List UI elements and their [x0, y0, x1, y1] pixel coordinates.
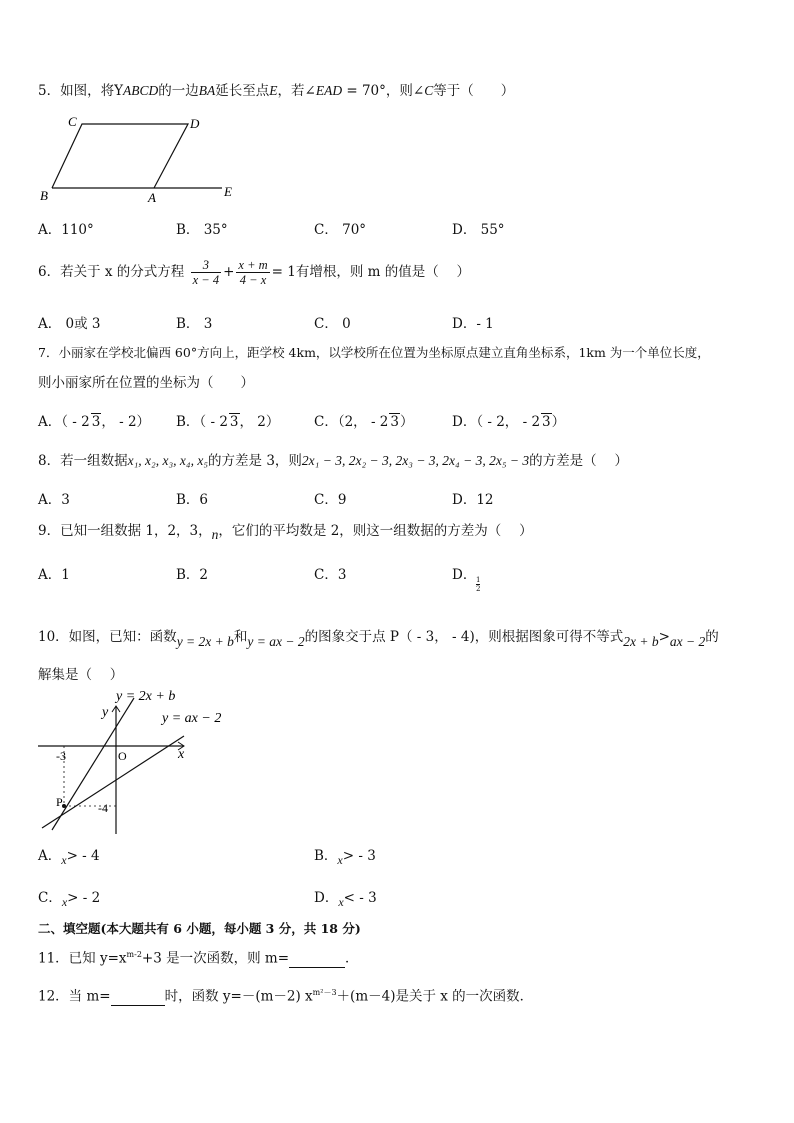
parallelogram-figure: [36, 112, 246, 204]
q9-option-b[interactable]: B．2: [176, 567, 209, 583]
label-y-2x-plus-b: y = 2x + b: [116, 689, 176, 704]
label-d: D: [190, 116, 200, 131]
q6-frac-1: $\frac{3}{x - 4}$: [192, 258, 220, 287]
q7-option-d[interactable]: D．（ - 2， - 2 3）: [452, 414, 566, 430]
q6-stem: 6．若关于 x 的分式方程 $\frac{3}{x - 4}$ + $\frac{x + m}{4 - x}$ = 1有增根，则 m 的值是（ ）: [38, 258, 471, 287]
q8-option-c[interactable]: C．9: [314, 492, 347, 508]
linear-functions-graph: [36, 684, 246, 840]
q12-stem: 12．当 m= 时，函数 y=－(m－2) $x^{m^2-3}+(m-4)$是关于 x 的一次函数．: [38, 988, 534, 1005]
q10-option-a[interactable]: A．x> - 4: [38, 848, 100, 867]
q9-option-c[interactable]: C．3: [314, 567, 347, 583]
q6-option-c[interactable]: C． 0: [314, 316, 351, 332]
label-origin: O: [118, 749, 127, 763]
q9-option-d-fraction: 1 2: [476, 576, 481, 593]
q11-stem: 11．已知 $y=x^{m-2}+3$ 是一次函数，则 m= ．: [38, 950, 359, 967]
q9-stem: 9．已知一组数据 1，2，3，n，它们的平均数是 2，则这一组数据的方差为（ ）: [38, 523, 533, 542]
q10-option-d[interactable]: D．x< - 3: [314, 890, 377, 909]
q6-option-b[interactable]: B． 3: [176, 316, 213, 332]
q8-option-a[interactable]: A．3: [38, 492, 70, 508]
label-a: A: [148, 190, 156, 204]
q7-stem-line2: 则小丽家所在位置的坐标为（ ）: [38, 375, 254, 391]
q7-stem-line1: 7．小丽家在学校北偏西 60°方向上，距学校 4km，以学校所在位置为坐标原点建立直角坐标系，1km 为一个单位长度，: [38, 345, 710, 360]
label-y-axis: y: [102, 705, 109, 720]
label-e: E: [224, 184, 232, 199]
q11-answer-blank[interactable]: [289, 953, 345, 968]
q6-frac-2: $\frac{x + m}{4 - x}$: [238, 258, 268, 287]
label-minus-4: -4: [98, 801, 108, 815]
q10-stem-line1: 10．如图，已知：函数y = 2x + b和y = ax − 2的图象交于点 P（ - 3， - 4)，则根据图象可得不等式2x + b>ax − 2的: [38, 629, 719, 649]
q5-option-a[interactable]: A．110°: [38, 222, 94, 238]
label-c: C: [68, 114, 77, 129]
label-minus-3: -3: [56, 749, 66, 763]
q9-option-a[interactable]: A．1: [38, 567, 70, 583]
q9-option-d[interactable]: D．: [452, 567, 477, 583]
label-b: B: [40, 188, 48, 203]
q6-option-a[interactable]: A． 0或 3: [38, 316, 101, 332]
q5-stem: 5．如图，将YABCD的一边BA延长至点E，若∠EAD = 70°，则∠C等于（ ）: [38, 83, 515, 99]
q7-option-a[interactable]: A．（ - 2 3， - 2）: [38, 414, 151, 430]
q6-option-d[interactable]: D．- 1: [452, 316, 494, 332]
label-p: P: [56, 795, 63, 809]
q5-option-b[interactable]: B． 35°: [176, 222, 228, 238]
q8-option-d[interactable]: D．12: [452, 492, 494, 508]
q10-option-b[interactable]: B．x> - 3: [314, 848, 376, 867]
q8-option-b[interactable]: B．6: [176, 492, 209, 508]
section-title: 二、填空题(本大题共有 6 小题，每小题 3 分，共 18 分): [38, 921, 361, 936]
q10-option-c[interactable]: C．x> - 2: [38, 890, 101, 909]
label-y-ax-minus-2: y = ax − 2: [162, 711, 222, 726]
q7-option-c[interactable]: C．（2， - 2 3）: [314, 414, 414, 430]
q7-option-b[interactable]: B．（ - 2 3， 2）: [176, 414, 280, 430]
q8-stem: 8．若一组数据x₁, x₂, x₃, x₄, x₅的方差是 3，则2x₁ − 3, 2x₂ − 3, 2x₃ − 3, 2x₄ − 3, 2x₅ − 3的方差是（ ）: [38, 453, 628, 469]
q5-option-d[interactable]: D． 55°: [452, 222, 505, 238]
label-x-axis: x: [178, 747, 185, 762]
q5-option-c[interactable]: C． 70°: [314, 222, 367, 238]
q10-stem-line2: 解集是（ ）: [38, 667, 124, 683]
q12-answer-blank[interactable]: [111, 991, 165, 1006]
